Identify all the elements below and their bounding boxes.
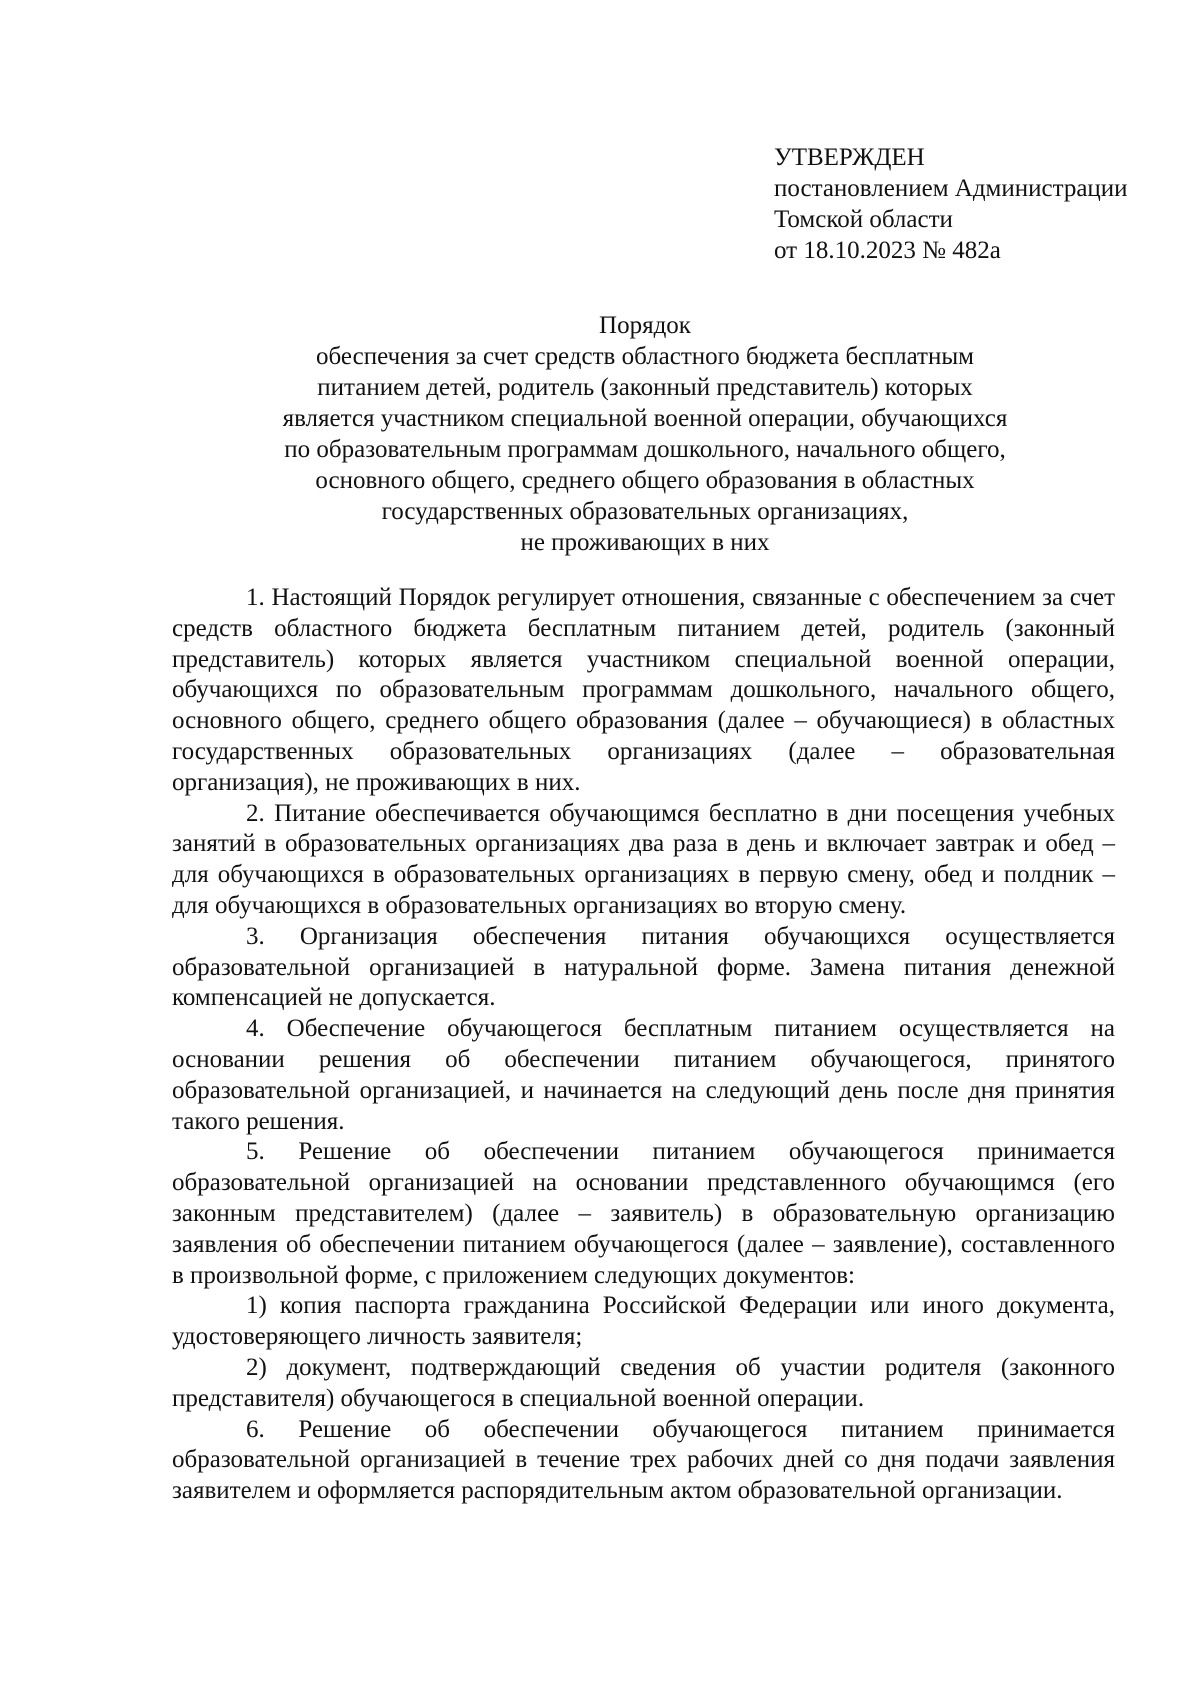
approval-stamp <box>774 142 1174 266</box>
document-title <box>170 310 1120 558</box>
title-line: по образовательным программам дошкольного, начального общего, <box>284 436 1006 463</box>
title-line: обеспечения за счет средств областного бюджета бесплатным <box>316 343 974 370</box>
paragraph-3: 3. Организация обеспечения питания обучающихся осуществляется образовательной организацией в натуральной форме. Замена питания денежной компенсацией не допускается. <box>172 922 1115 1012</box>
title-line: основного общего, среднего общего образования в областных <box>315 467 975 494</box>
title-heading: Порядок <box>599 312 691 339</box>
approval-region: Томской области <box>774 206 953 233</box>
title-line: является участником специальной военной операции, обучающихся <box>282 405 1008 432</box>
paragraph-4: 4. Обеспечение обучающегося бесплатным питанием осуществляется на основании решения об обеспечении питанием обучающегося, принятого образовательной организацией, и начинается на следующий день после дня принятия такого решения. <box>172 1015 1115 1135</box>
title-line: не проживающих в них <box>520 529 770 556</box>
paragraph-5-item-1: 1) копия паспорта гражданина Российской Федерации или иного документа, удостоверяющего личность заявителя; <box>172 1292 1115 1351</box>
paragraph-6: 6. Решение об обеспечении обучающегося питанием принимается образовательной организацией в течение трех рабочих дней со дня подачи заявления заявителем и оформляется распорядительным актом образовательной организации. <box>172 1415 1115 1505</box>
approval-date-number: от 18.10.2023 № 482а <box>774 237 1001 264</box>
document-body <box>172 583 1115 1507</box>
approval-status: УТВЕРЖДЕН <box>774 144 925 171</box>
paragraph-1: 1. Настоящий Порядок регулирует отношения, связанные с обеспечением за счет средств областного бюджета бесплатным питанием детей, родитель (законный представитель) которых является участником специальной военной операции, обучающихся по образовательным программам дошкольного, начального общего, основного общего, среднего общего образования (далее – обучающиеся) в областных государственных образовательных организациях (далее – образовательная организация), не проживающих в них. <box>172 584 1115 796</box>
paragraph-2: 2. Питание обеспечивается обучающимся бесплатно в дни посещения учебных занятий в образовательных организациях два раза в день и включает завтрак и обед – для обучающихся в образовательных организациях в первую смену, обед и полдник – для обучающихся в образовательных организациях во вторую смену. <box>172 799 1115 919</box>
title-line: государственных образовательных организациях, <box>381 498 909 525</box>
title-line: питанием детей, родитель (законный представитель) которых <box>317 374 973 401</box>
approval-authority: постановлением Администрации <box>774 175 1128 202</box>
paragraph-5-item-2: 2) документ, подтверждающий сведения об участии родителя (законного представителя) обучающегося в специальной военной операции. <box>172 1353 1115 1412</box>
paragraph-5: 5. Решение об обеспечении питанием обучающегося принимается образовательной организацией на основании представленного обучающимся (его законным представителем) (далее – заявитель) в образовательную организацию заявления об обеспечении питанием обучающегося (далее – заявление), составленного в произвольной форме, с приложением следующих документов: <box>172 1138 1115 1289</box>
